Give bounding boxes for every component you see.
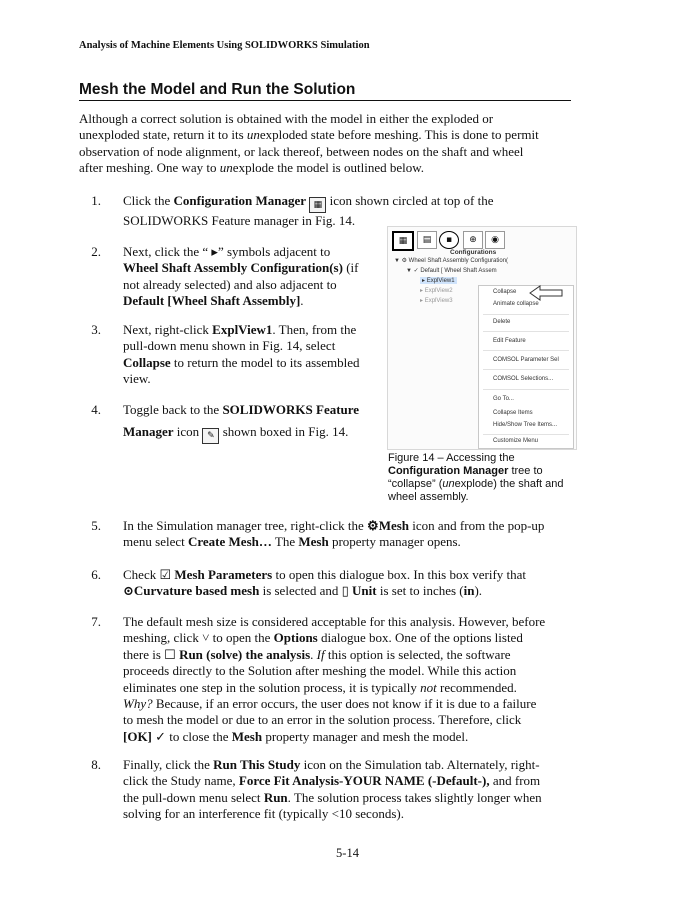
mesh-icon-label: ⚙Mesh: [367, 518, 410, 533]
running-header: Analysis of Machine Elements Using SOLIDWORKS Simulation: [79, 40, 370, 51]
context-menu: [478, 285, 574, 449]
menu-item-delete[interactable]: Delete: [493, 319, 511, 325]
section-title: Mesh the Model and Run the Solution: [79, 81, 571, 101]
feature-manager-tab-icon: ▦: [392, 231, 414, 251]
configuration-manager-tab-icon: ▪: [439, 231, 459, 249]
menu-item-comsol-selections[interactable]: COMSOL Selections...: [493, 376, 554, 382]
pointer-arrow-icon: [528, 285, 564, 301]
menu-item-collapse[interactable]: Collapse: [493, 289, 517, 295]
figure-14-caption: Figure 14 – Accessing the Configuration Manager tree to “collapse” (unexplode) the shaft and wheel assembly.: [388, 452, 564, 503]
menu-item-edit-feature[interactable]: Edit Feature: [493, 338, 526, 344]
tree-item[interactable]: ▸ ExplView2: [420, 288, 453, 294]
menu-item-go-to[interactable]: Go To...: [493, 396, 514, 402]
page-number: 5-14: [336, 846, 359, 860]
configuration-manager-icon: ▦: [309, 197, 326, 213]
menu-item-customize-menu[interactable]: Customize Menu: [493, 438, 539, 444]
tree-item[interactable]: ▼ ⚙ Wheel Shaft Assembly Configuration(: [394, 258, 509, 264]
menu-item-comsol-parameter[interactable]: COMSOL Parameter Sel: [493, 357, 559, 363]
tree-item[interactable]: ▼ ✓ Default [ Wheel Shaft Assem: [406, 268, 497, 274]
intro-paragraph: Although a correct solution is obtained with the model in either the exploded or unexploded state, return it to its unexploded state before meshing. This is done to permit observation of node alignment, or lack thereof, between nodes on the shaft and wheel after meshing. One way to unexplode the model is outlined below.: [79, 111, 539, 176]
menu-item-hide-show-tree[interactable]: Hide/Show Tree Items...: [493, 422, 558, 428]
menu-item-animate-collapse[interactable]: Animate collapse: [493, 301, 539, 307]
figure-14-screenshot: [387, 226, 577, 450]
configurations-heading: Configurations: [450, 249, 497, 256]
display-manager-tab-icon: ◉: [485, 231, 505, 249]
dimxpert-tab-icon: ⊕: [463, 231, 483, 249]
feature-manager-icon: ✎: [202, 428, 219, 444]
tree-item[interactable]: ▸ ExplView3: [420, 298, 453, 304]
menu-item-collapse-items[interactable]: Collapse Items: [493, 410, 533, 416]
mesh-icon: ⚙: [367, 518, 379, 533]
property-manager-tab-icon: ▤: [417, 231, 437, 249]
unit-icon: ▯: [341, 583, 349, 599]
tree-item[interactable]: ▸ ExplView1: [422, 278, 455, 284]
